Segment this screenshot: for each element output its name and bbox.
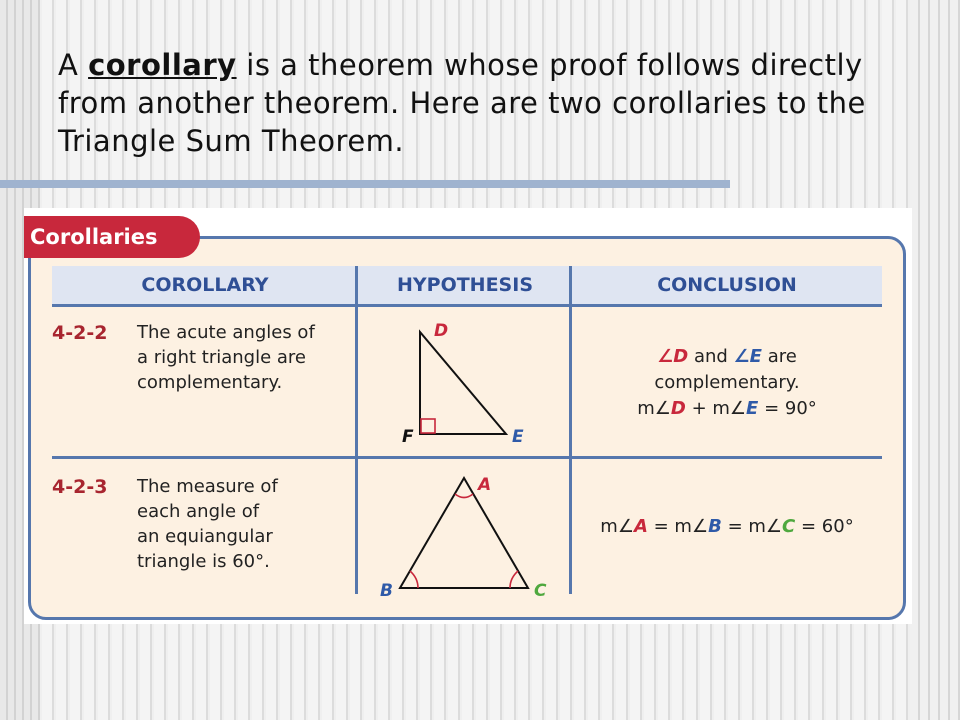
corollary-statement: The acute angles of a right triangle are complementary. (137, 322, 315, 393)
column-divider-1 (355, 266, 358, 594)
vertex-c: C (782, 516, 796, 537)
plus-measure: + m∠ (685, 398, 747, 419)
column-divider-2 (569, 266, 572, 594)
equals-measure: = m∠ (647, 516, 709, 537)
vertex-label-a: A (478, 475, 492, 495)
equals-90: = 90° (758, 398, 817, 419)
intro-paragraph (58, 46, 878, 160)
equals-measure: = m∠ (721, 516, 783, 537)
conclusion-line-1 (572, 344, 882, 370)
header-conclusion: CONCLUSION (657, 274, 797, 296)
equiangular-triangle (400, 478, 528, 588)
vertex-label-b: B (380, 581, 393, 600)
conclusion-text (572, 514, 882, 540)
angle-arc-c (510, 571, 518, 588)
corollaries-panel (24, 208, 912, 624)
header-hypothesis: HYPOTHESIS (396, 274, 533, 296)
corollary-number: 4-2-3 (52, 476, 108, 498)
row-divider (52, 456, 882, 459)
angle-d: ∠D (657, 346, 689, 367)
right-triangle-figure (384, 318, 564, 443)
measure-prefix: m∠ (600, 516, 634, 537)
vertex-label-f: F (402, 427, 414, 443)
conclusion-text (572, 344, 882, 422)
divider-rule (0, 180, 730, 188)
table-header (52, 266, 882, 307)
vertex-label-e: E (512, 427, 524, 443)
angle-e: ∠E (733, 346, 762, 367)
vertex-label-d: D (434, 321, 449, 341)
vertex-d: D (670, 398, 686, 419)
conclusion-equation (572, 514, 882, 540)
right-angle-marker (421, 419, 435, 433)
equiangular-triangle-figure (374, 470, 564, 600)
vertex-a: A (633, 516, 648, 537)
vertex-b: B (708, 516, 722, 537)
conclusion-line-3 (572, 396, 882, 422)
conclusion-are: are (761, 346, 797, 367)
corollary-term: corollary (88, 48, 237, 82)
measure-prefix: m∠ (637, 398, 671, 419)
corollary-statement: The measure of each angle of an equiangular triangle is 60°. (137, 476, 278, 572)
angle-arc-a (455, 494, 473, 498)
conclusion-line-2: complementary. (654, 372, 800, 393)
conclusion-and: and (688, 346, 734, 367)
background-stripes-right (910, 0, 960, 720)
intro-text-start: A (58, 48, 89, 82)
equals-60: = 60° (795, 516, 854, 537)
corollary-number: 4-2-2 (52, 322, 108, 344)
vertex-e: E (746, 398, 759, 419)
vertex-label-c: C (534, 581, 547, 600)
corollaries-tab: Corollaries (24, 216, 200, 258)
header-corollary: COROLLARY (141, 274, 269, 296)
angle-arc-b (410, 571, 418, 588)
intro-text-rest: is a theorem whose proof follows directly from another theorem. Here are two corollaries to the Triangle Sum Theorem. (58, 48, 866, 158)
